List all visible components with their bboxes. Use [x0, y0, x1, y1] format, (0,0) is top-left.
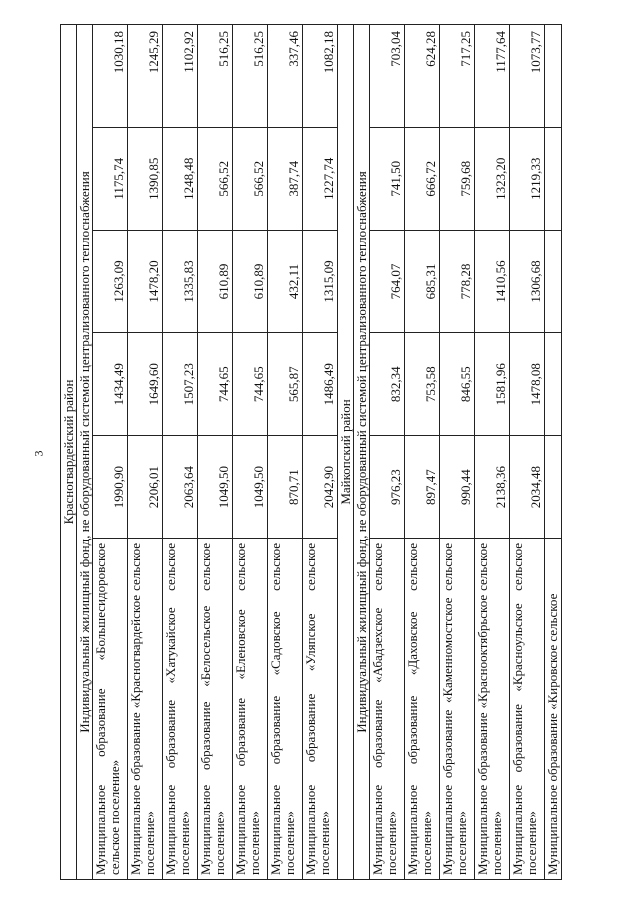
table-row [405, 25, 440, 880]
municipality-name: Муниципальное образование «Кировское сельское [545, 538, 562, 879]
tariff-value: 2042,90 [303, 436, 338, 539]
table-row [370, 25, 405, 880]
tariff-value: 832,34 [370, 333, 405, 436]
section-title: Красногвардейский район [61, 25, 77, 880]
tariff-value: 1990,90 [93, 436, 128, 539]
tariff-value: 666,72 [405, 127, 440, 230]
tariff-value: 516,25 [233, 25, 268, 128]
tariff-value: 1335,83 [163, 230, 198, 333]
tariff-value: 897,47 [405, 436, 440, 539]
tariff-value: 870,71 [268, 436, 303, 539]
municipality-name: Муниципальное образование «Большесидоровское сельское поселение» [93, 538, 128, 879]
tariff-value: 744,65 [233, 333, 268, 436]
table-row [440, 25, 475, 880]
municipality-name: Муниципальное образование «Красноульское сельское поселение» [510, 538, 545, 879]
section-title: Майкопский район [338, 25, 354, 880]
tariff-value: 1434,49 [93, 333, 128, 436]
page-number: 3 [31, 450, 46, 457]
table-row [163, 25, 198, 880]
municipality-name: Муниципальное образование «Даховское сельское поселение» [405, 538, 440, 879]
tariff-value: 1073,77 [510, 25, 545, 128]
table-row [198, 25, 233, 880]
tariff-value: 1102,92 [163, 25, 198, 128]
tariff-value: 1410,56 [475, 230, 510, 333]
tariff-value: 337,46 [268, 25, 303, 128]
tariff-value: 744,65 [198, 333, 233, 436]
tariff-value: 2206,01 [128, 436, 163, 539]
tariff-value: 1486,49 [303, 333, 338, 436]
tariff-value: 1175,74 [93, 127, 128, 230]
table-row [128, 25, 163, 880]
tariff-value: 1507,23 [163, 333, 198, 436]
municipality-name: Муниципальное образование «Еленовское сельское поселение» [233, 538, 268, 879]
municipality-name: Муниципальное образование «Белосельское сельское поселение» [198, 538, 233, 879]
municipality-name: Муниципальное образование «Садовское сельское поселение» [268, 538, 303, 879]
municipality-name: Муниципальное образование «Уляпское сельское поселение» [303, 538, 338, 879]
tariff-value: 1263,09 [93, 230, 128, 333]
tariff-value: 741,50 [370, 127, 405, 230]
municipality-name: Муниципальное образование «Красногвардейское сельское поселение» [128, 538, 163, 879]
tariff-value: 1049,50 [233, 436, 268, 539]
tariff-value: 703,04 [370, 25, 405, 128]
tariff-value: 516,25 [198, 25, 233, 128]
table-row [510, 25, 545, 880]
tariff-value: 2063,64 [163, 436, 198, 539]
tariff-value: 764,07 [370, 230, 405, 333]
section-subtitle: Индивидуальный жилищный фонд, не оборудованный системой централизованного теплоснабжения [354, 25, 370, 880]
tariff-value: 1323,20 [475, 127, 510, 230]
tariff-value: 1649,60 [128, 333, 163, 436]
tariff-value: 1315,09 [303, 230, 338, 333]
tariff-value: 1245,29 [128, 25, 163, 128]
tariff-value: 566,52 [198, 127, 233, 230]
tariff-value: 685,31 [405, 230, 440, 333]
tariff-value: 610,89 [233, 230, 268, 333]
tariff-value: 1478,20 [128, 230, 163, 333]
tariff-value: 717,25 [440, 25, 475, 128]
tariff-table [60, 24, 562, 880]
tariff-value: 566,52 [233, 127, 268, 230]
tariff-value [545, 127, 562, 230]
tariff-value: 1581,96 [475, 333, 510, 436]
section-subtitle: Индивидуальный жилищный фонд, не оборудованный системой централизованного теплоснабжения [77, 25, 93, 880]
tariff-value: 1219,33 [510, 127, 545, 230]
table-row [268, 25, 303, 880]
tariff-value: 624,28 [405, 25, 440, 128]
table-row [545, 25, 562, 880]
table-row [93, 25, 128, 880]
tariff-value: 610,89 [198, 230, 233, 333]
municipality-name: Муниципальное образование «Абадзехское сельское поселение» [370, 538, 405, 879]
tariff-value [545, 25, 562, 128]
table-row [303, 25, 338, 880]
tariff-value: 432,11 [268, 230, 303, 333]
tariff-value: 976,23 [370, 436, 405, 539]
tariff-value: 1030,18 [93, 25, 128, 128]
tariff-value: 1306,68 [510, 230, 545, 333]
municipality-name: Муниципальное образование «Краснооктябрьское сельское поселение» [475, 538, 510, 879]
rotated-page [60, 24, 580, 880]
tariff-value: 846,55 [440, 333, 475, 436]
tariff-value: 2138,36 [475, 436, 510, 539]
table-body [61, 25, 562, 880]
tariff-value: 1478,08 [510, 333, 545, 436]
tariff-value: 1049,50 [198, 436, 233, 539]
tariff-value: 1227,74 [303, 127, 338, 230]
tariff-value [545, 230, 562, 333]
tariff-value: 1390,85 [128, 127, 163, 230]
tariff-value [545, 333, 562, 436]
tariff-value: 759,68 [440, 127, 475, 230]
tariff-value: 1177,64 [475, 25, 510, 128]
tariff-value [545, 436, 562, 539]
table-row [475, 25, 510, 880]
tariff-value: 387,74 [268, 127, 303, 230]
municipality-name: Муниципальное образование «Хатукайское сельское поселение» [163, 538, 198, 879]
tariff-value: 753,58 [405, 333, 440, 436]
tariff-value: 990,44 [440, 436, 475, 539]
tariff-value: 778,28 [440, 230, 475, 333]
tariff-value: 1082,18 [303, 25, 338, 128]
tariff-value: 565,87 [268, 333, 303, 436]
tariff-value: 2034,48 [510, 436, 545, 539]
table-row [233, 25, 268, 880]
tariff-value: 1248,48 [163, 127, 198, 230]
municipality-name: Муниципальное образование «Каменномостское сельское поселение» [440, 538, 475, 879]
